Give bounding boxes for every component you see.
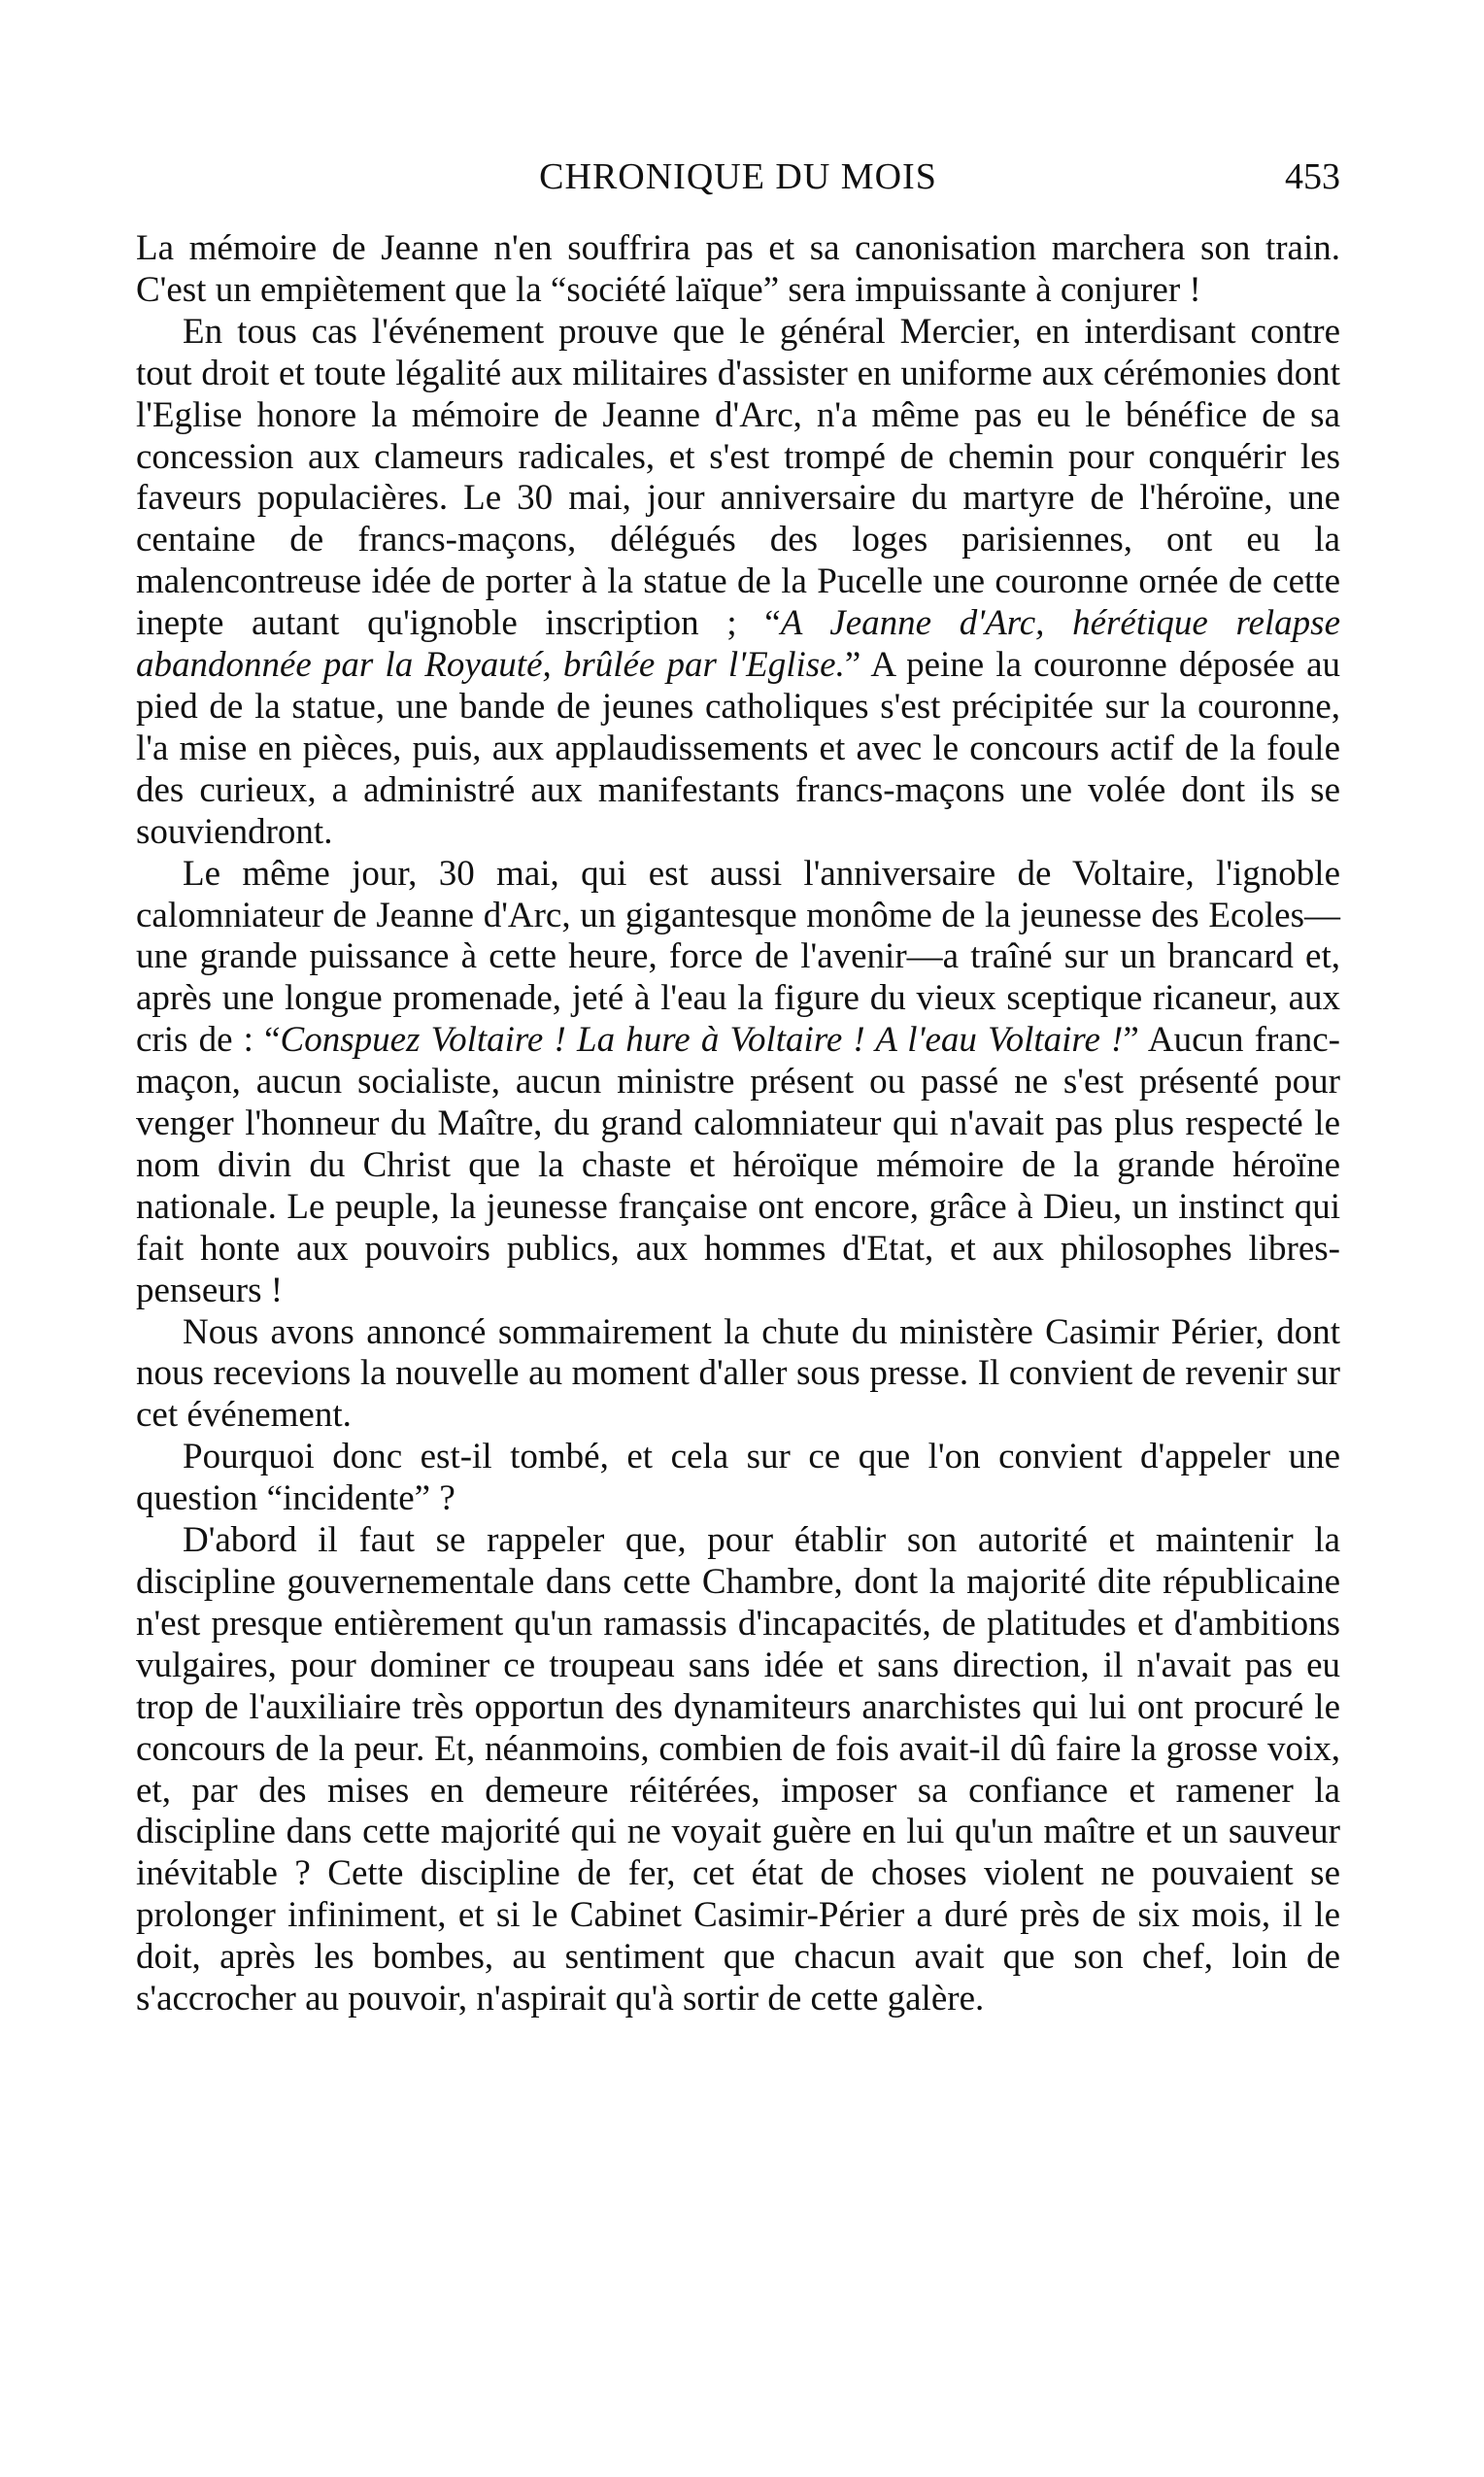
running-title: CHRONIQUE DU MOIS bbox=[539, 156, 937, 197]
paragraph-4: Nous avons annoncé sommairement la chute du ministère Casimir Périer, dont nous recevions la nouvelle au moment d'aller sous presse. Il convient de revenir sur cet événement. bbox=[136, 1311, 1340, 1436]
paragraph-5: Pourquoi donc est-il tombé, et cela sur ce que l'on convient d'appeler une question “incidente” ? bbox=[136, 1437, 1340, 1519]
paragraph-6: D'abord il faut se rappeler que, pour établir son autorité et maintenir la discipline gouvernementale dans cette Chambre, dont la majorité dite républicaine n'est presque entièrement qu'un ramassis d'incapacités, de platitudes et d'ambitions vulgaires, pour dominer ce troupeau sans idée et sans direction, il n'avait pas eu trop de l'auxiliaire très opportun des dynamiteurs anarchistes qui lui ont procuré le concours de la peur. Et, néanmoins, combien de fois avait-il dû faire la grosse voix, et, par des mises en demeure réitérées, imposer sa confiance et ramener la discipline dans cette majorité qui ne voyait guère en lui qu'un maître et un sauveur inévitable ? Cette discipline de fer, cet état de choses violent ne pouvaient se prolonger infiniment, et si le Cabinet Casimir-Périer a duré près de six mois, il le doit, après les bombes, au sentiment que chacun avait que son chef, loin de s'accrocher au pouvoir, n'aspirait qu'à sortir de cette galère. bbox=[136, 1520, 1340, 2019]
page-header bbox=[136, 155, 1340, 214]
paragraph-3-text-before: Le même jour, 30 mai, qui est aussi l'anniversaire de Voltaire, l'ignoble calomniateur de Jeanne d'Arc, un gigantesque monôme de la jeunesse des Ecoles—une grande puissance à cette heure, force de l'avenir—a traîné sur un brancard et, après une longue promenade, jeté à l'eau la figure du vieux sceptique ricaneur, aux cris de : “ bbox=[136, 853, 1340, 1061]
body-text bbox=[136, 228, 1340, 2020]
paragraph-3-text-after: ” Aucun franc-maçon, aucun socialiste, aucun ministre présent ou passé ne s'est présenté pour venger l'honneur du Maître, du grand calomniateur qui n'avait pas plus respecté le nom divin du Christ que la chaste et héroïque mémoire de la grande héroïne nationale. Le peuple, la jeunesse française ont encore, grâce à Dieu, un instinct qui fait honte aux pouvoirs publics, aux hommes d'Etat, et aux philosophes libres-penseurs ! bbox=[136, 1020, 1340, 1310]
paragraph-2-text-after: ” A peine la couronne déposée au pied de la statue, une bande de jeunes catholiques s'est précipitée sur la couronne, l'a mise en pièces, puis, aux applaudissements et avec le concours actif de la foule des curieux, a administré aux manifestants francs-maçons une volée dont ils se souviendront. bbox=[136, 645, 1341, 852]
paragraph-2 bbox=[136, 312, 1340, 854]
paragraph-1: La mémoire de Jeanne n'en souffrira pas et sa canonisation marchera son train. C'est un empiètement que la “société laïque” sera impuissante à conjurer ! bbox=[136, 228, 1340, 310]
page-number: 453 bbox=[1285, 156, 1340, 197]
paragraph-3 bbox=[136, 854, 1340, 1312]
paragraph-2-text-before: En tous cas l'événement prouve que le général Mercier, en interdisant contre tout droit et toute légalité aux militaires d'assister en uniforme aux cérémonies dont l'Eglise honore la mémoire de Jeanne d'Arc, n'a même pas eu le bénéfice de sa concession aux clameurs radicales, et s'est trompé de chemin pour conquérir les faveurs populacières. Le 30 mai, jour anniversaire du martyre de l'héroïne, une centaine de francs-maçons, délégués des loges parisiennes, ont eu la malencontreuse idée de porter à la statue de la Pucelle une couronne ornée de cette inepte autant qu'ignoble inscription ; “ bbox=[136, 311, 1340, 644]
paragraph-3-italic-cries: Conspuez Voltaire ! La hure à Voltaire ! A l'eau Voltaire ! bbox=[280, 1020, 1124, 1061]
paragraph-2-italic-inscription: A Jeanne d'Arc, hérétique relapse abandonnée par la Royauté, brûlée par l'Eglise. bbox=[136, 603, 1341, 686]
